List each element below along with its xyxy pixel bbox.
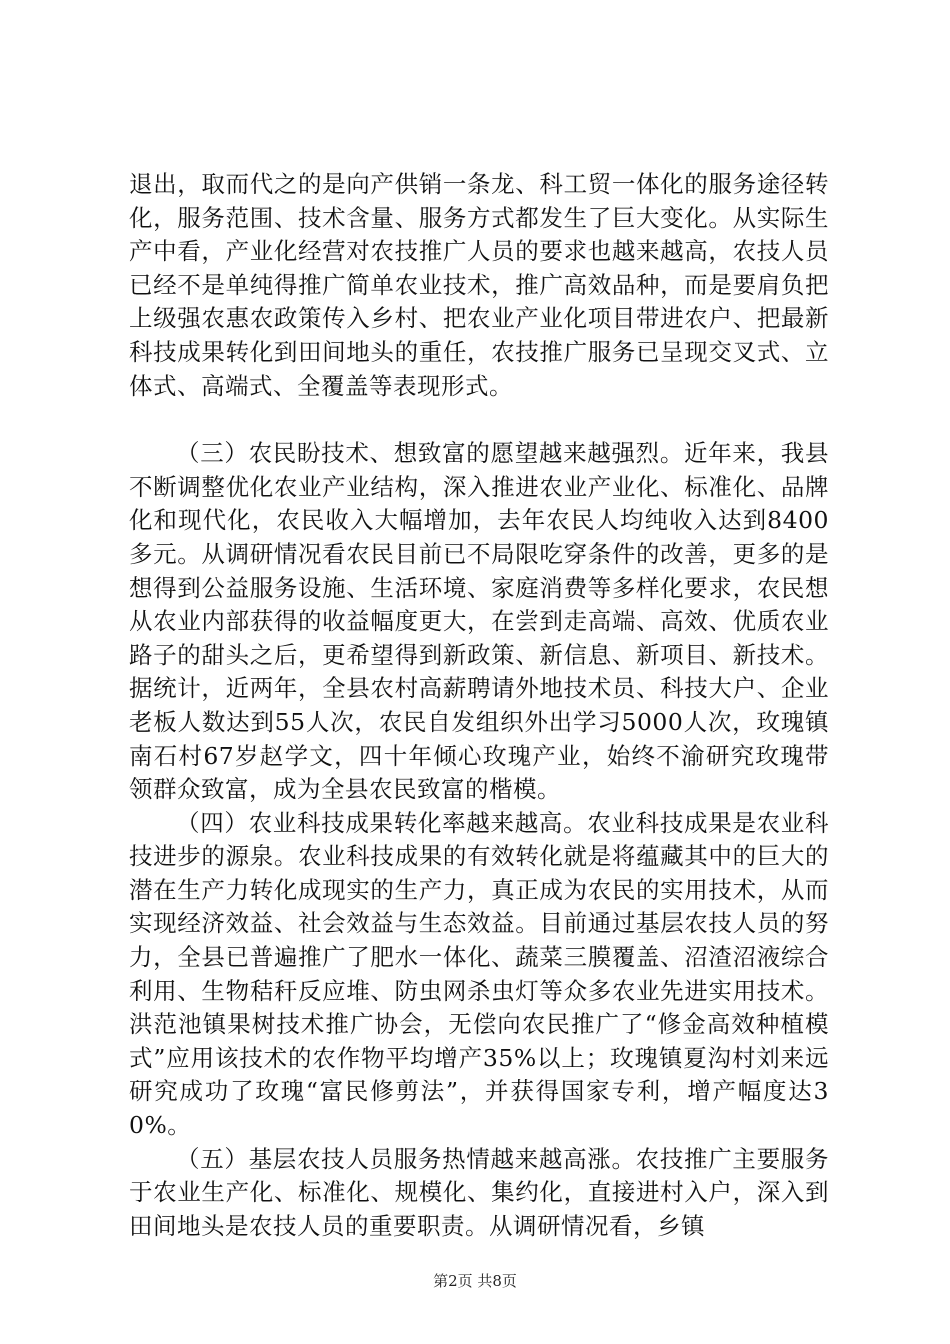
- paragraph-continuation: 退出，取而代之的是向产供销一条龙、科工贸一体化的服务途径转化，服务范围、技术含量、服务方式都发生了巨大变化。从实际生产中看，产业化经营对农技推广人员的要求也越来越高，农技人员已经不是单纯得推广简单农业技术，推广高效品种，而是要肩负把上级强农惠农政策传入乡村、把农业产业化项目带进农户、把最新科技成果转化到田间地头的重任，农技推广服务已呈现交叉式、立体式、高端式、全覆盖等表现形式。: [129, 170, 829, 400]
- paragraph-section-5: （五）基层农技人员服务热情越来越高涨。农技推广主要服务于农业生产化、标准化、规模化、集约化，直接进村入户，深入到田间地头是农技人员的重要职责。从调研情况看，乡镇: [129, 1144, 829, 1240]
- document-body: [129, 168, 829, 1243]
- paragraph-spacer: [129, 403, 829, 437]
- paragraph-section-4: （四）农业科技成果转化率越来越高。农业科技成果是农业科技进步的源泉。农业科技成果的有效转化就是将蕴藏其中的巨大的潜在生产力转化成现实的生产力，真正成为农民的实用技术，从而实现经济效益、社会效益与生态效益。目前通过基层农技人员的努力，全县已普遍推广了肥水一体化、蔬菜三膜覆盖、沼渣沼液综合利用、生物秸秆反应堆、防虫网杀虫灯等众多农业先进实用技术。洪范池镇果树技术推广协会，无偿向农民推广了“修金高效种植模式”应用该技术的农作物平均增产35%以上；玫瑰镇夏沟村刘来远研究成功了玫瑰“富民修剪法”，并获得国家专利，增产幅度达30%。: [129, 808, 829, 1140]
- paragraph-section-3: （三）农民盼技术、想致富的愿望越来越强烈。近年来，我县不断调整优化农业产业结构，深入推进农业产业化、标准化、品牌化和现代化，农民收入大幅增加，去年农民人均纯收入达到8400多元。从调研情况看农民目前已不局限吃穿条件的改善，更多的是想得到公益服务设施、生活环境、家庭消费等多样化要求，农民想从农业内部获得的收益幅度更大，在尝到走高端、高效、优质农业路子的甜头之后，更希望得到新政策、新信息、新项目、新技术。据统计，近两年，全县农村高薪聘请外地技术员、科技大户、企业老板人数达到55人次，农民自发组织外出学习5000人次，玫瑰镇南石村67岁赵学文，四十年倾心玫瑰产业，始终不渝研究玫瑰带领群众致富，成为全县农民致富的楷模。: [129, 439, 829, 804]
- page-number-footer: 第2页 共8页: [433, 1272, 517, 1290]
